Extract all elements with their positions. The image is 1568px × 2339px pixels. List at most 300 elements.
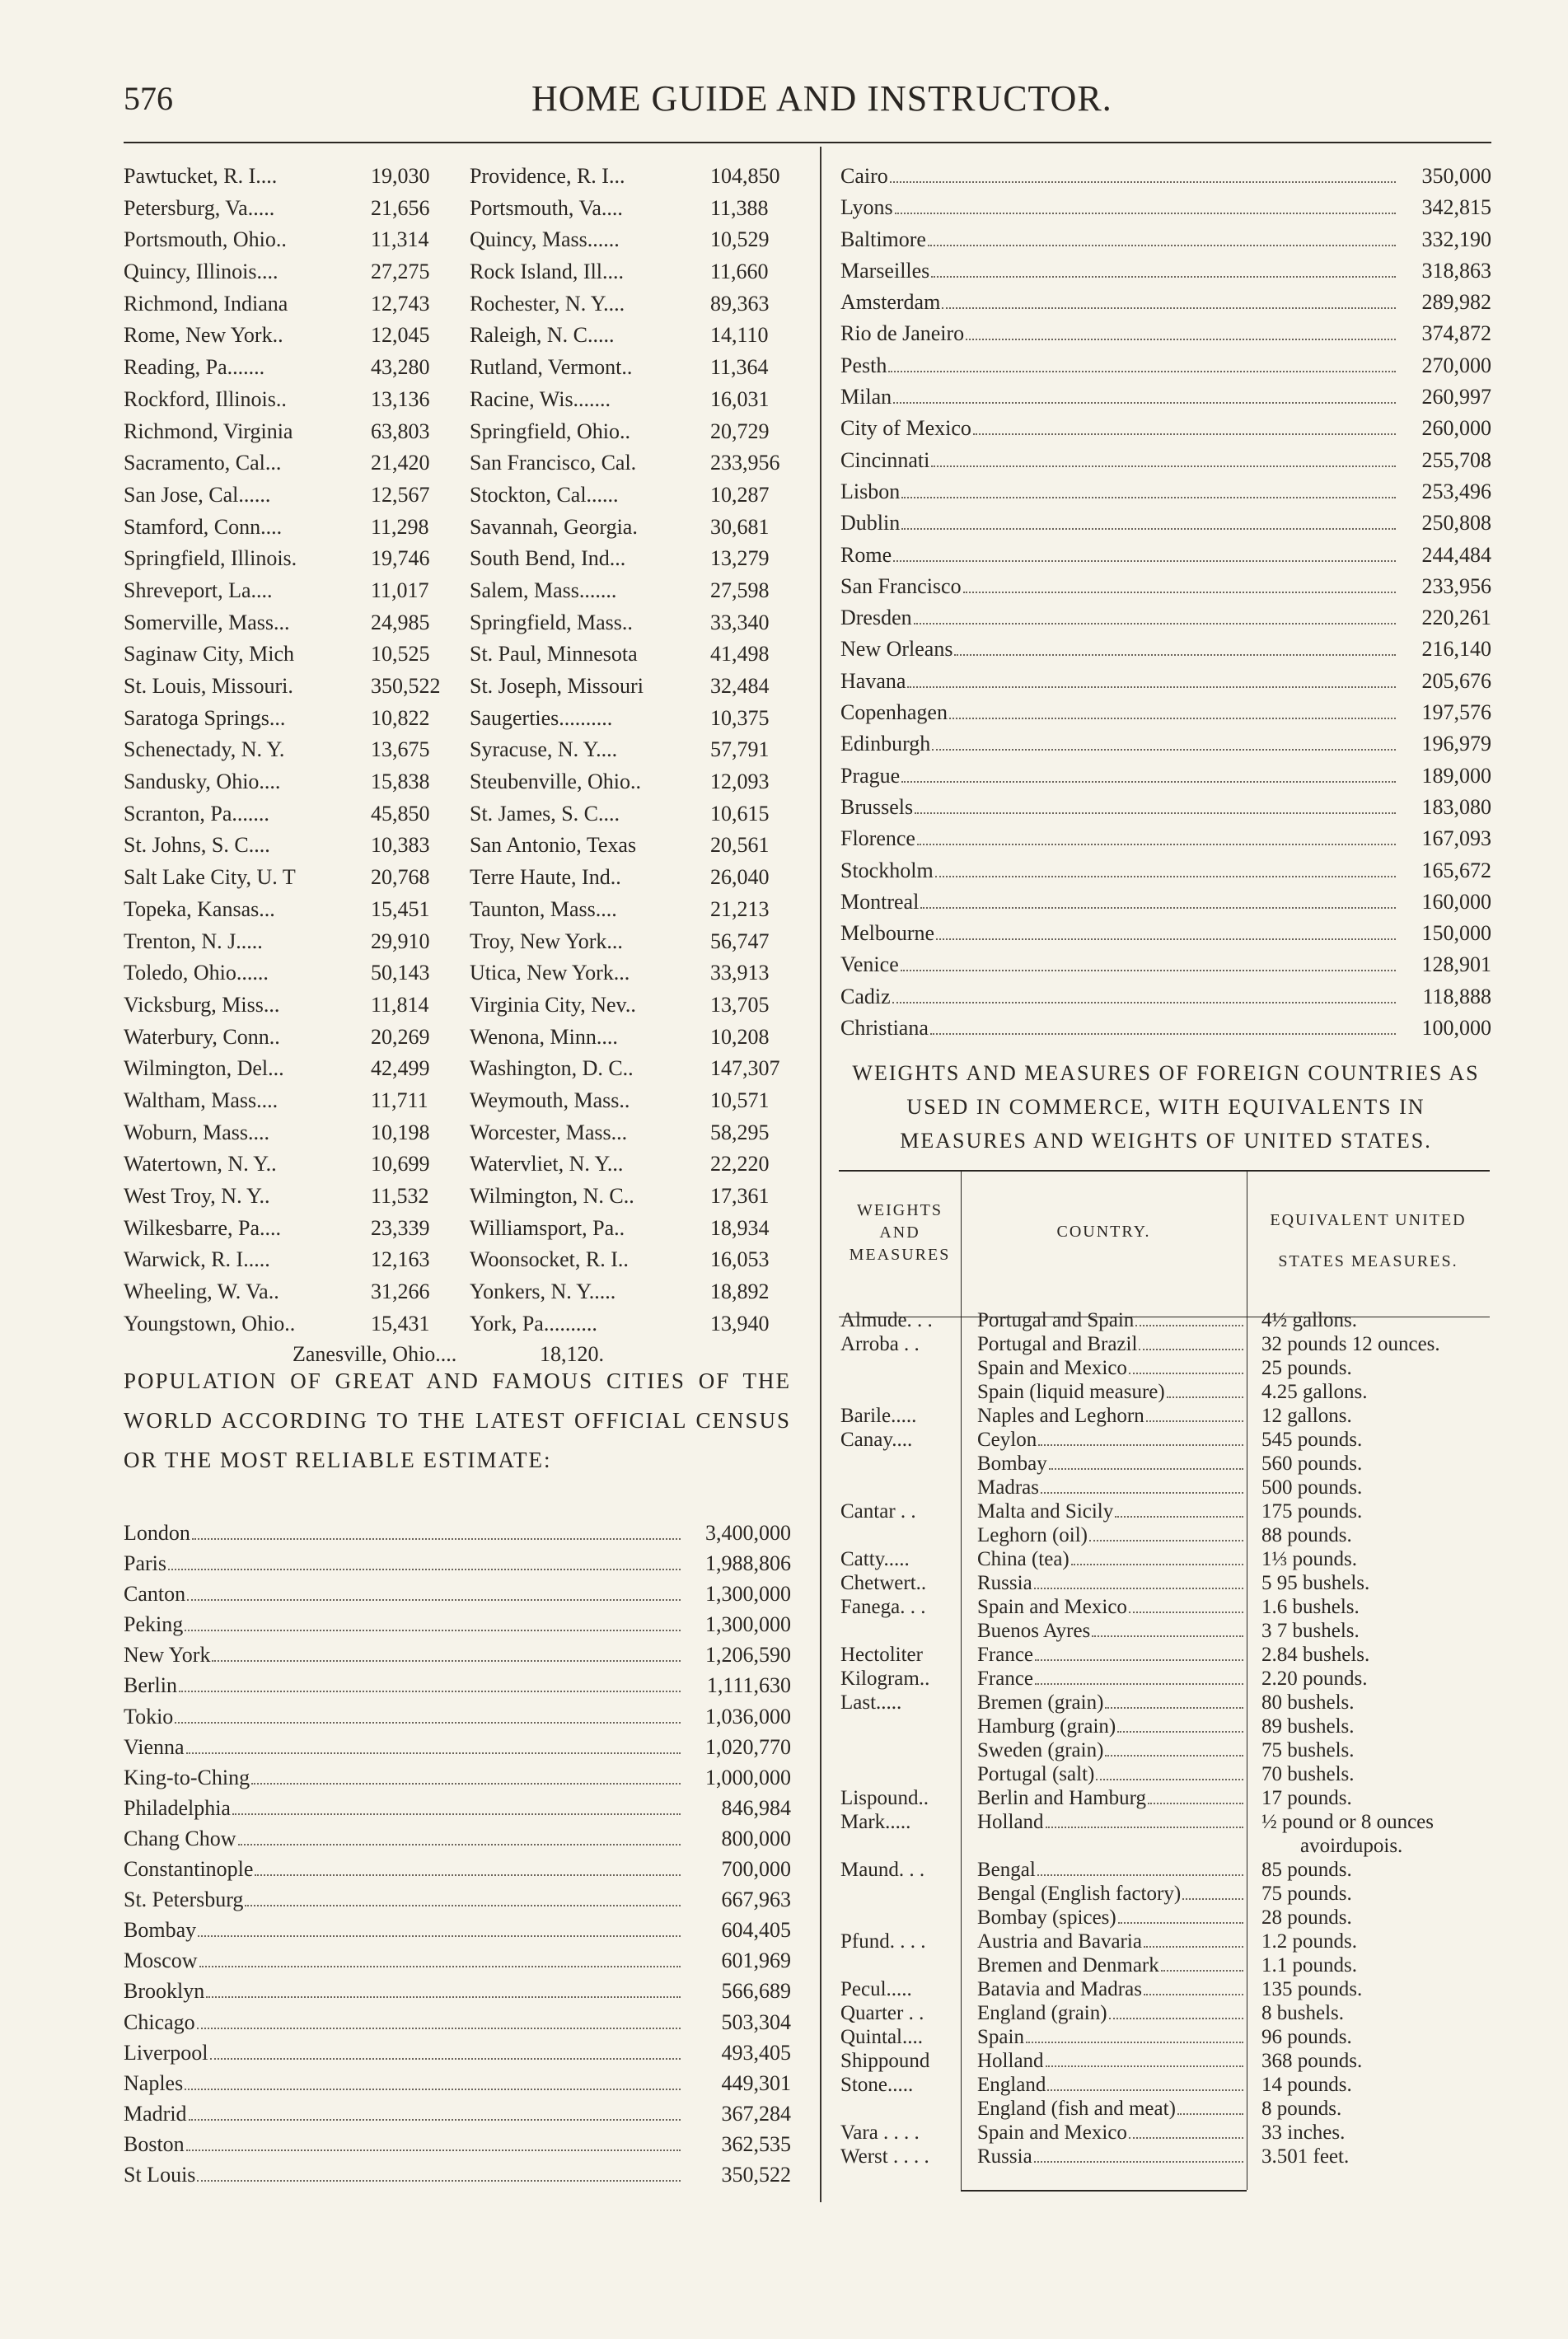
city-name: Shreveport, La....: [124, 578, 273, 602]
population-value: 10,615: [710, 801, 770, 826]
dot-leader: [1118, 1922, 1243, 1924]
city-name: Waltham, Mass....: [124, 1088, 278, 1112]
list-item: [840, 413, 1491, 444]
dot-leader: [920, 907, 1396, 909]
population-value: 318,863: [1421, 258, 1491, 283]
population-value: 57,791: [710, 737, 770, 762]
dot-leader: [1109, 2018, 1243, 2019]
dot-leader: [892, 1002, 1396, 1003]
population-value: 11,711: [371, 1088, 428, 1112]
us-equivalent: 28 pounds.: [1261, 1906, 1352, 1929]
population-value: 12,045: [371, 323, 430, 348]
table-row: [124, 671, 807, 703]
country-name: England (grain): [977, 2002, 1107, 2024]
dot-leader: [192, 1538, 681, 1540]
country-name: Buenos Ayres: [977, 1620, 1091, 1642]
weights-measures-rows: [839, 1308, 1490, 2168]
us-equivalent: 88 pounds.: [1261, 1524, 1352, 1546]
population-value: 21,420: [371, 451, 430, 475]
dot-leader: [1177, 2113, 1243, 2115]
list-item: [124, 2068, 791, 2098]
measure-unit: Vara . . . .: [840, 2121, 920, 2144]
city-name: Bombay: [124, 1918, 197, 1943]
dot-leader: [1182, 1898, 1243, 1900]
population-value: 800,000: [721, 1826, 791, 1850]
city-name: St Louis: [124, 2162, 196, 2187]
city-name: Scranton, Pa.......: [124, 801, 269, 826]
city-name: Berlin: [124, 1673, 177, 1698]
us-equivalent: 3 7 bushels.: [1261, 1620, 1360, 1642]
population-value: 10,375: [710, 705, 770, 730]
city-name: Brussels: [840, 794, 914, 819]
population-value: 10,525: [371, 642, 430, 667]
city-name: Springfield, Illinois.: [124, 546, 297, 571]
table-row: [839, 1738, 1490, 1762]
dot-leader: [932, 749, 1396, 751]
city-name: Savannah, Georgia.: [470, 514, 638, 539]
city-name: San Francisco: [840, 573, 962, 598]
country-cell: [977, 1308, 1245, 1333]
dot-leader: [189, 2119, 681, 2121]
country-name: Holland: [977, 2050, 1044, 2072]
city-name: Somerville, Mass...: [124, 610, 290, 634]
list-item: [124, 1732, 791, 1762]
city-name: Tokio: [124, 1704, 174, 1729]
country-cell: [977, 2073, 1245, 2098]
population-value: 216,140: [1421, 637, 1491, 662]
city-name: Cadiz: [840, 984, 891, 1008]
dot-leader: [893, 560, 1396, 562]
list-item: [124, 1762, 791, 1793]
city-name: Troy, New York...: [470, 929, 623, 953]
country-name: England (fish and meat): [977, 2098, 1176, 2120]
population-value: 18,934: [710, 1215, 770, 1240]
dot-leader: [901, 781, 1396, 783]
dot-leader: [936, 938, 1396, 940]
us-equivalent: 1.6 bushels.: [1261, 1596, 1360, 1618]
city-name: Stockholm: [840, 858, 934, 882]
list-item: [124, 1884, 791, 1915]
us-equivalent: 175 pounds.: [1261, 1500, 1363, 1523]
list-item: [840, 161, 1491, 192]
population-value: 11,298: [371, 514, 429, 539]
dot-leader: [954, 654, 1396, 656]
list-item: [124, 1976, 791, 2006]
measure-unit: Barile.....: [840, 1405, 917, 1427]
country-name: China (tea): [977, 1548, 1070, 1570]
population-value: 244,484: [1421, 542, 1491, 567]
population-value: 289,982: [1421, 290, 1491, 315]
measure-unit: Kilogram..: [840, 1668, 930, 1690]
table-row: [839, 1643, 1490, 1667]
world-cities-list-right: [840, 161, 1491, 1044]
population-value: 10,571: [710, 1088, 770, 1112]
table-row: [124, 479, 807, 512]
city-name: St. Johns, S. C....: [124, 833, 270, 858]
population-value: 29,910: [371, 929, 430, 953]
dot-leader: [186, 2150, 681, 2151]
population-value: 30,681: [710, 514, 770, 539]
city-name: Syracuse, N. Y....: [470, 737, 618, 762]
country-cell: [977, 1428, 1245, 1453]
weights-measures-table: [839, 1170, 1490, 2196]
list-item: [124, 1640, 791, 1670]
column-divider: [820, 147, 821, 2202]
dot-leader: [949, 718, 1396, 719]
population-value: 31,266: [371, 1279, 430, 1304]
country-name: Austria and Bavaria: [977, 1930, 1142, 1953]
city-name: Paris: [124, 1551, 166, 1576]
measure-unit: Cantar . .: [840, 1500, 916, 1523]
table-row: [124, 161, 807, 193]
table-row: [839, 2121, 1490, 2145]
population-value: 12,163: [371, 1247, 430, 1272]
table-row: [124, 352, 807, 384]
city-name: Pesth: [840, 353, 887, 377]
population-value: 160,000: [1421, 889, 1491, 914]
population-value: 15,838: [371, 770, 430, 794]
table-row: [839, 1930, 1490, 1953]
city-name: Salt Lake City, U. T: [124, 865, 296, 890]
measure-unit: Chetwert..: [840, 1572, 927, 1594]
country-cell: [977, 1977, 1245, 2002]
table-rule-top: [839, 1170, 1490, 1172]
table-row: [124, 1117, 807, 1149]
city-name: San Francisco, Cal.: [470, 451, 637, 475]
city-name: Youngstown, Ohio..: [124, 1311, 296, 1336]
city-name: Racine, Wis.......: [470, 386, 611, 411]
dot-leader: [1129, 2137, 1243, 2139]
dot-leader: [1034, 2161, 1243, 2163]
population-value: 604,405: [721, 1918, 791, 1943]
country-cell: [977, 1882, 1245, 1906]
dot-leader: [1105, 1707, 1243, 1709]
table-row: [839, 1714, 1490, 1738]
city-name: Raleigh, N. C.....: [470, 323, 615, 348]
country-name: Batavia and Madras: [977, 1978, 1142, 2000]
population-value: 601,969: [721, 1948, 791, 1973]
table-row: [124, 512, 807, 544]
us-equivalent: 4.25 gallons.: [1261, 1381, 1368, 1403]
country-cell: [977, 1404, 1245, 1429]
dot-leader: [901, 970, 1396, 971]
us-equivalent: avoirdupois.: [1300, 1835, 1403, 1857]
population-value: 3,400,000: [705, 1521, 791, 1545]
population-value: 165,672: [1421, 858, 1491, 882]
table-row: [124, 830, 807, 862]
dot-leader: [893, 402, 1396, 404]
population-value: 100,000: [1421, 1016, 1491, 1041]
population-value: 32,484: [710, 674, 770, 698]
country-name: Leghorn (oil): [977, 1524, 1088, 1546]
population-value: 10,287: [710, 482, 770, 507]
country-name: Naples and Leghorn: [977, 1405, 1144, 1427]
city-name: Providence, R. I...: [470, 164, 625, 188]
table-row: [839, 2097, 1490, 2121]
us-equivalent: 85 pounds.: [1261, 1859, 1352, 1881]
list-item: [840, 255, 1491, 287]
dot-leader: [1035, 1659, 1243, 1661]
city-name: Rome, New York..: [124, 323, 283, 348]
city-name: Richmond, Virginia: [124, 419, 293, 443]
dot-leader: [1034, 1588, 1243, 1589]
population-value: 1,988,806: [705, 1551, 791, 1576]
country-name: Spain: [977, 2026, 1024, 2048]
population-value: 1,000,000: [705, 1765, 791, 1789]
country-cell: [977, 1547, 1245, 1572]
measure-unit: Mark.....: [840, 1811, 911, 1833]
city-name: South Bend, Ind...: [470, 546, 626, 571]
population-value: 332,190: [1421, 227, 1491, 251]
population-value: 18,120.: [540, 1342, 604, 1367]
city-name: Weymouth, Mass..: [470, 1088, 630, 1112]
dot-leader: [942, 307, 1396, 309]
table-row: [839, 1619, 1490, 1643]
table-row: [124, 926, 807, 958]
population-value: 26,040: [710, 865, 770, 890]
list-item: [840, 381, 1491, 413]
country-cell: [977, 1667, 1245, 1691]
us-equivalent: 368 pounds.: [1261, 2050, 1363, 2072]
us-equivalent: 8 bushels.: [1261, 2002, 1344, 2024]
population-value: 255,708: [1421, 447, 1491, 472]
city-name: Saratoga Springs...: [124, 705, 286, 730]
running-title: HOME GUIDE AND INSTRUCTOR.: [531, 78, 1112, 119]
table-row: [839, 1762, 1490, 1786]
dot-leader: [251, 1783, 681, 1785]
country-name: Madras: [977, 1476, 1039, 1499]
dot-leader: [255, 1874, 681, 1876]
city-name: Christiana: [840, 1016, 929, 1041]
us-equivalent: 89 bushels.: [1261, 1715, 1355, 1738]
dot-leader: [888, 371, 1396, 372]
population-value: 342,815: [1421, 195, 1491, 220]
city-name: Florence: [840, 826, 915, 851]
city-name: Saginaw City, Mich: [124, 642, 295, 667]
population-value: 118,888: [1422, 984, 1491, 1008]
city-name: Naples: [124, 2070, 184, 2095]
country-name: France: [977, 1644, 1034, 1666]
country-cell: [977, 1762, 1245, 1787]
us-equivalent: 12 gallons.: [1261, 1405, 1352, 1427]
us-equivalent: 3.501 feet.: [1261, 2145, 1350, 2168]
city-name: Cincinnati: [840, 447, 930, 472]
table-row: [124, 607, 807, 639]
list-item: [124, 1579, 791, 1609]
us-equivalent: 75 bushels.: [1261, 1739, 1355, 1761]
city-name: St. James, S. C....: [470, 801, 620, 826]
dot-leader: [1037, 1874, 1243, 1876]
country-cell: [977, 1619, 1245, 1644]
dot-leader: [1148, 1803, 1243, 1804]
population-value: 12,567: [371, 482, 430, 507]
city-name: New York: [124, 1643, 211, 1668]
table-row: [124, 734, 807, 766]
population-value: 63,803: [371, 419, 430, 443]
dot-leader: [1026, 2042, 1243, 2043]
population-value: 18,892: [710, 1279, 770, 1304]
population-value: 10,529: [710, 227, 770, 252]
city-name: Edinburgh: [840, 732, 931, 756]
us-equivalent: 500 pounds.: [1261, 1476, 1363, 1499]
measure-unit: Pfund. . . .: [840, 1930, 926, 1953]
population-value: 846,984: [721, 1795, 791, 1820]
table-row: [839, 1691, 1490, 1714]
country-name: Hamburg (grain): [977, 1715, 1116, 1738]
city-name: Stockton, Cal......: [470, 482, 619, 507]
city-name: Rutland, Vermont..: [470, 355, 633, 380]
city-name: Springfield, Mass..: [470, 610, 633, 634]
us-equivalent: 2.20 pounds.: [1261, 1668, 1368, 1690]
country-cell: [977, 2145, 1245, 2169]
measure-unit: Canay....: [840, 1429, 913, 1451]
dot-leader: [931, 465, 1396, 467]
table-row: [839, 1428, 1490, 1452]
population-value: 23,339: [371, 1215, 430, 1240]
city-name: Steubenville, Ohio..: [470, 770, 641, 794]
city-name: Watervliet, N. Y...: [470, 1152, 624, 1177]
country-name: Spain and Mexico: [977, 1596, 1127, 1618]
table-row: [839, 1571, 1490, 1595]
city-name: Salem, Mass.......: [470, 578, 617, 602]
city-name: Prague: [840, 763, 901, 788]
population-value: 13,279: [710, 546, 770, 571]
city-name: Warwick, R. I.....: [124, 1247, 270, 1272]
measure-unit: Werst . . . .: [840, 2145, 929, 2168]
population-value: 150,000: [1421, 921, 1491, 946]
city-name: Pawtucket, R. I....: [124, 164, 278, 188]
country-cell: [977, 1738, 1245, 1763]
dot-leader: [1049, 1468, 1243, 1470]
list-item: [840, 949, 1491, 980]
city-name: Yonkers, N. Y.....: [470, 1279, 616, 1304]
city-name: San Antonio, Texas: [470, 833, 637, 858]
us-equivalent: 5 95 bushels.: [1261, 1572, 1370, 1594]
population-value: 27,275: [371, 260, 430, 284]
dot-leader: [232, 1813, 681, 1815]
city-name: Schenectady, N. Y.: [124, 737, 285, 762]
population-value: 10,198: [371, 1120, 430, 1144]
table-row: [839, 1308, 1490, 1332]
list-item: [124, 2129, 791, 2159]
country-cell: [977, 1643, 1245, 1668]
city-name: Terre Haute, Ind..: [470, 865, 621, 890]
dot-leader: [198, 1935, 681, 1937]
population-value: 1,111,630: [706, 1673, 791, 1698]
country-name: Bremen and Denmark: [977, 1954, 1159, 1976]
population-value: 10,383: [371, 833, 430, 858]
table-row: [124, 447, 807, 479]
table-row: [124, 798, 807, 830]
city-name: Rome: [840, 542, 892, 567]
dot-leader: [1161, 1970, 1243, 1972]
population-value: 24,985: [371, 610, 430, 634]
population-value: 41,498: [710, 642, 770, 667]
population-value: 33,913: [710, 961, 770, 985]
measure-unit: Fanega. . .: [840, 1596, 926, 1618]
population-value: 1,206,590: [705, 1643, 791, 1668]
country-name: France: [977, 1668, 1034, 1690]
table-row: [124, 1022, 807, 1054]
city-name: Topeka, Kansas...: [124, 896, 275, 921]
country-cell: [977, 1858, 1245, 1883]
country-name: Bengal (English factory): [977, 1883, 1182, 1905]
dot-leader: [1071, 1564, 1243, 1565]
country-name: Bremen (grain): [977, 1691, 1104, 1714]
dot-leader: [179, 1691, 681, 1692]
table-row: [839, 2145, 1490, 2168]
table-row: [839, 1452, 1490, 1476]
city-name: Wilmington, N. C..: [470, 1184, 634, 1208]
city-name: Amsterdam: [840, 290, 941, 315]
table-row: [839, 1595, 1490, 1619]
list-item: [840, 886, 1491, 918]
us-equivalent: 8 pounds.: [1261, 2098, 1342, 2120]
city-name: Washington, D. C..: [470, 1056, 634, 1081]
country-cell: [977, 1356, 1245, 1381]
table-row: [839, 2073, 1490, 2097]
us-equivalent: 25 pounds.: [1261, 1357, 1352, 1379]
table-row: [839, 2049, 1490, 2073]
header-country: COUNTRY.: [1056, 1223, 1151, 1241]
population-value: 14,110: [710, 323, 769, 348]
city-name: Woonsocket, R. I..: [470, 1247, 629, 1272]
table-row: [124, 1148, 807, 1181]
dot-leader: [917, 844, 1396, 845]
country-name: Bombay (spices): [977, 1906, 1116, 1929]
country-name: Sweden (grain): [977, 1739, 1104, 1761]
city-name: Brooklyn: [124, 1979, 205, 2004]
list-item: [124, 1915, 791, 1945]
population-value: 16,031: [710, 386, 770, 411]
list-item: [840, 476, 1491, 508]
population-value: 667,963: [721, 1888, 791, 1912]
list-item: [840, 350, 1491, 381]
dot-leader: [1089, 1540, 1243, 1541]
city-name: Richmond, Indiana: [124, 291, 288, 316]
table-row: [124, 256, 807, 288]
city-name: Liverpool: [124, 2040, 208, 2065]
us-equivalent: 80 bushels.: [1261, 1691, 1355, 1714]
table-row: [124, 543, 807, 575]
country-cell: [977, 2025, 1245, 2050]
table-row: [839, 2001, 1490, 2025]
population-value: 11,660: [710, 260, 769, 284]
city-name: Lyons: [840, 195, 893, 220]
population-value: 350,522: [371, 674, 441, 698]
city-name: Worcester, Mass...: [470, 1120, 628, 1144]
country-cell: [977, 2121, 1245, 2145]
population-value: 260,997: [1421, 385, 1491, 409]
measure-unit: Lispound..: [840, 1787, 929, 1809]
dot-leader: [185, 2089, 681, 2090]
dot-leader: [1092, 1635, 1243, 1637]
population-value: 128,901: [1421, 952, 1491, 977]
city-name: Dublin: [840, 511, 901, 536]
city-name: New Orleans: [840, 637, 953, 662]
population-value: 196,979: [1421, 732, 1491, 756]
list-item: [840, 918, 1491, 949]
city-name: Melbourne: [840, 921, 935, 946]
table-row: [124, 288, 807, 320]
city-name: St. Petersburg: [124, 1888, 244, 1912]
country-name: England: [977, 2074, 1046, 2096]
city-name: Sacramento, Cal...: [124, 451, 282, 475]
dot-leader: [1129, 1612, 1243, 1613]
dot-leader: [245, 1905, 681, 1906]
country-cell: [977, 1595, 1245, 1620]
country-cell: [977, 1523, 1245, 1548]
